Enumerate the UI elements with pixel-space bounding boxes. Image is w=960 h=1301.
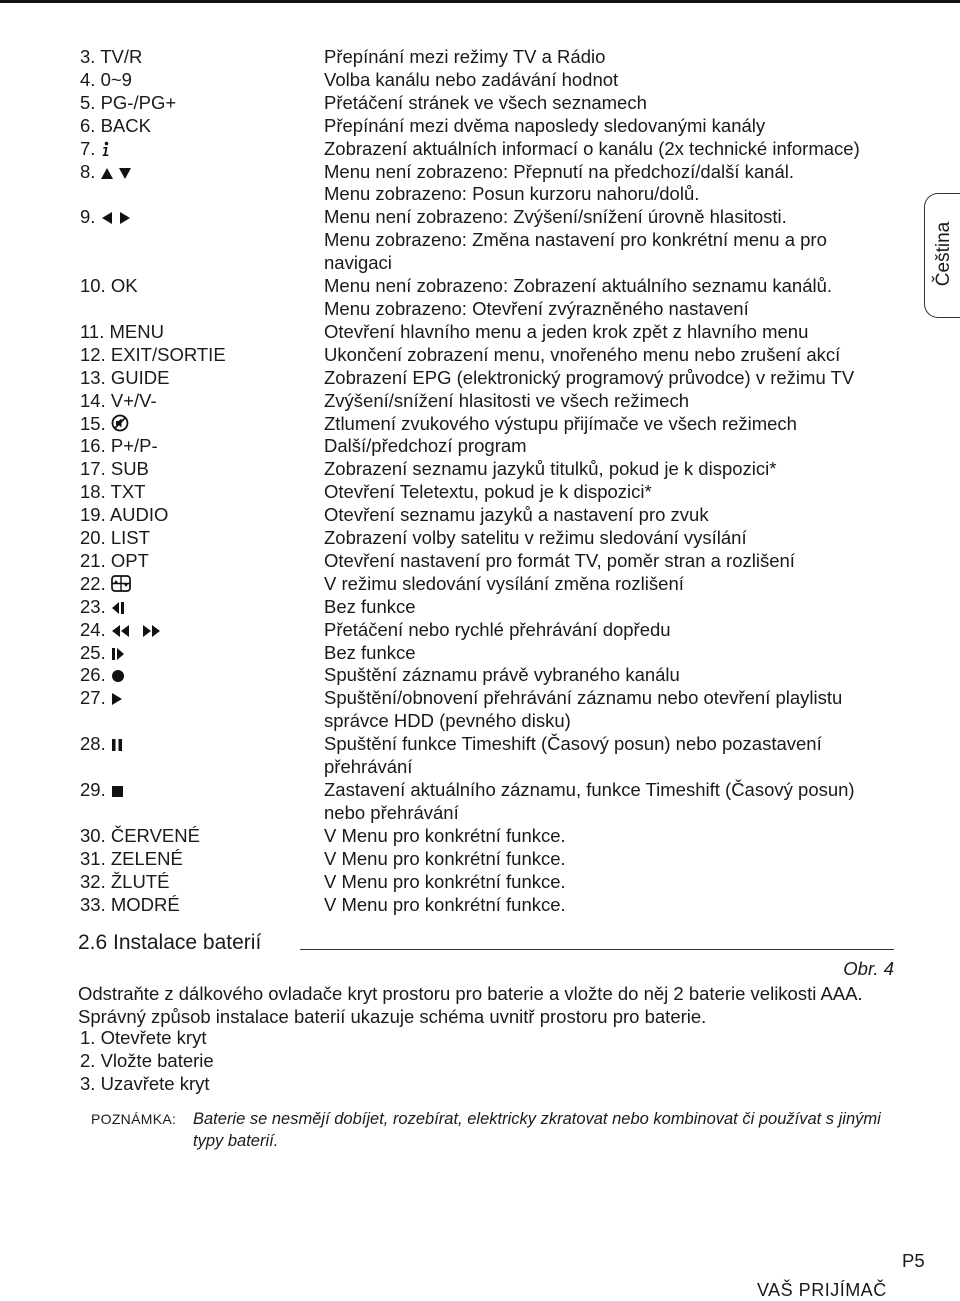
description-line: Bez funkce xyxy=(324,641,416,663)
description-line: Zobrazení EPG (elektronický programový průvodce) v režimu TV xyxy=(324,366,855,388)
description-line: Menu není zobrazeno: Přepnutí na předchozí/další kanál. xyxy=(324,160,794,182)
info-icon xyxy=(101,138,111,159)
row-number: 32. xyxy=(80,870,106,892)
button-key xyxy=(80,138,324,161)
slow-reverse-icon xyxy=(111,596,125,617)
row-number: 22. xyxy=(80,572,106,594)
description-line: Přetáčení stránek ve všech seznamech xyxy=(324,91,647,113)
description-line: Spuštění záznamu právě vybraného kanálu xyxy=(324,664,680,686)
button-key xyxy=(80,92,324,115)
button-row xyxy=(80,92,880,115)
button-label: ŽLUTÉ xyxy=(110,870,170,892)
button-row xyxy=(80,138,880,161)
button-label: OK xyxy=(110,275,138,297)
button-description xyxy=(324,619,880,642)
button-description xyxy=(324,596,880,619)
button-description xyxy=(324,161,880,207)
button-row xyxy=(80,69,880,92)
description-line: Spuštění/obnovení přehrávání záznamu nebo otevření playlistu xyxy=(324,687,843,709)
section-rule xyxy=(300,949,894,950)
button-key xyxy=(80,46,324,69)
row-number: 14. xyxy=(80,389,106,411)
button-key xyxy=(80,206,324,275)
button-row xyxy=(80,894,880,917)
button-key xyxy=(80,321,324,344)
row-number: 6. xyxy=(80,114,96,136)
button-row xyxy=(80,596,880,619)
description-line: Menu zobrazeno: Otevření zvýrazněného nastavení xyxy=(324,297,749,319)
button-key xyxy=(80,825,324,848)
description-line: Přepínání mezi režimy TV a Rádio xyxy=(324,46,606,67)
button-description xyxy=(324,458,880,481)
button-description xyxy=(324,687,880,733)
button-row xyxy=(80,573,880,596)
row-number: 12. xyxy=(80,343,106,365)
button-key xyxy=(80,573,324,596)
button-label: BACK xyxy=(100,114,151,136)
page-number: P5 xyxy=(902,1250,925,1271)
row-number: 5. xyxy=(80,91,96,113)
description-line: Volba kanálu nebo zadávání hodnot xyxy=(324,68,619,90)
button-row xyxy=(80,413,880,436)
button-key xyxy=(80,894,324,917)
step-item: 1. Otevřete kryt xyxy=(80,1027,207,1048)
button-key xyxy=(80,642,324,665)
button-row xyxy=(80,115,880,138)
button-row xyxy=(80,275,880,321)
button-key xyxy=(80,413,324,436)
button-key xyxy=(80,848,324,871)
button-label: EXIT/SORTIE xyxy=(110,343,226,365)
button-label: OPT xyxy=(110,549,149,571)
row-number: 9. xyxy=(80,206,96,228)
description-line: Otevření seznamu jazyků a nastavení pro zvuk xyxy=(324,504,709,526)
button-row xyxy=(80,848,880,871)
button-label: ZELENÉ xyxy=(110,847,183,869)
button-key xyxy=(80,367,324,390)
button-row xyxy=(80,504,880,527)
button-label: PG-/PG+ xyxy=(100,91,177,113)
button-row xyxy=(80,733,880,779)
button-label: V+/V- xyxy=(110,389,157,411)
button-row xyxy=(80,687,880,733)
button-label: MODRÉ xyxy=(110,893,180,915)
button-row xyxy=(80,344,880,367)
row-number: 31. xyxy=(80,847,106,869)
button-description xyxy=(324,344,880,367)
button-description xyxy=(324,664,880,687)
description-line: Zobrazení volby satelitu v režimu sledování vysílání xyxy=(324,527,747,549)
rewind-fast-forward-icon xyxy=(111,619,161,640)
description-line: V Menu pro konkrétní funkce. xyxy=(324,824,566,846)
row-number: 29. xyxy=(80,779,106,800)
step-item: 3. Uzavřete kryt xyxy=(80,1073,210,1094)
row-number: 21. xyxy=(80,549,106,571)
button-description xyxy=(324,435,880,458)
description-line: Další/předchozí program xyxy=(324,435,527,457)
button-description xyxy=(324,504,880,527)
pause-icon xyxy=(111,733,123,754)
step-item: 2. Vložte baterie xyxy=(80,1050,214,1071)
button-key xyxy=(80,390,324,413)
button-row xyxy=(80,642,880,665)
language-tab-label: Čeština xyxy=(933,221,954,287)
button-key xyxy=(80,596,324,619)
row-number: 20. xyxy=(80,527,106,549)
mute-icon xyxy=(111,413,129,434)
row-number: 17. xyxy=(80,458,106,480)
button-description xyxy=(324,733,880,779)
button-key xyxy=(80,779,324,825)
description-line: přehrávání xyxy=(324,756,413,778)
button-key xyxy=(80,344,324,367)
button-row xyxy=(80,619,880,642)
button-key xyxy=(80,687,324,733)
button-row xyxy=(80,825,880,848)
note-text xyxy=(193,1108,913,1152)
row-number: 7. xyxy=(80,137,96,159)
row-number: 30. xyxy=(80,824,106,846)
description-line: Menu zobrazeno: Posun kurzoru nahoru/dolů. xyxy=(324,183,700,205)
description-line: Ukončení zobrazení menu, vnořeného menu nebo zrušení akcí xyxy=(324,343,841,365)
battery-paragraph xyxy=(78,982,918,1028)
row-number: 25. xyxy=(80,641,106,663)
button-label: LIST xyxy=(110,527,150,549)
button-description xyxy=(324,642,880,665)
description-line: Přetáčení nebo rychlé přehrávání dopředu xyxy=(324,618,671,640)
button-description xyxy=(324,92,880,115)
button-description xyxy=(324,550,880,573)
button-label: P+/P- xyxy=(110,435,158,457)
button-description xyxy=(324,894,880,917)
footer-title: VAŠ PRIJÍMAČ xyxy=(757,1280,887,1300)
button-key xyxy=(80,550,324,573)
stop-icon xyxy=(111,779,124,800)
button-key xyxy=(80,664,324,687)
button-key xyxy=(80,619,324,642)
button-key xyxy=(80,527,324,550)
row-number: 18. xyxy=(80,481,106,503)
row-number: 24. xyxy=(80,618,106,640)
row-number: 23. xyxy=(80,595,106,617)
button-key xyxy=(80,504,324,527)
slow-forward-icon xyxy=(111,642,125,663)
button-description xyxy=(324,848,880,871)
record-icon xyxy=(111,664,125,685)
description-line: Zobrazení seznamu jazyků titulků, pokud je k dispozici* xyxy=(324,458,777,480)
note-label: POZNÁMKA: xyxy=(91,1111,177,1127)
description-line: V režimu sledování vysílání změna rozlišení xyxy=(324,572,684,594)
button-label: MENU xyxy=(109,320,164,342)
paragraph-line: Správný způsob instalace baterií ukazuje schéma uvnitř prostoru pro baterie. xyxy=(78,1006,707,1027)
row-number: 16. xyxy=(80,435,106,457)
up-down-arrows-icon xyxy=(101,161,131,182)
button-key xyxy=(80,733,324,779)
description-line: V Menu pro konkrétní funkce. xyxy=(324,870,566,892)
description-line: navigaci xyxy=(324,252,392,274)
button-description xyxy=(324,367,880,390)
button-description xyxy=(324,115,880,138)
button-label: TXT xyxy=(110,481,146,503)
row-number: 3. xyxy=(80,46,96,67)
description-line: Zastavení aktuálního záznamu, funkce Timeshift (Časový posun) xyxy=(324,779,855,800)
button-key xyxy=(80,481,324,504)
button-description xyxy=(324,871,880,894)
row-number: 13. xyxy=(80,366,106,388)
button-row xyxy=(80,550,880,573)
button-description xyxy=(324,206,880,275)
button-description xyxy=(324,573,880,596)
description-line: Otevření hlavního menu a jeden krok zpět z hlavního menu xyxy=(324,320,809,342)
button-description xyxy=(324,69,880,92)
description-line: správce HDD (pevného disku) xyxy=(324,710,571,732)
button-row xyxy=(80,390,880,413)
description-line: Zvýšení/snížení hlasitosti ve všech režimech xyxy=(324,389,690,411)
button-description xyxy=(324,413,880,436)
button-key xyxy=(80,115,324,138)
section-title: 2.6 Instalace baterií xyxy=(78,931,262,954)
button-row xyxy=(80,779,880,825)
button-description xyxy=(324,825,880,848)
description-line: Spuštění funkce Timeshift (Časový posun) nebo pozastavení xyxy=(324,733,822,755)
button-label: ČERVENÉ xyxy=(110,824,200,846)
row-number: 8. xyxy=(80,160,96,182)
paragraph-line: Odstraňte z dálkového ovladače kryt prostoru pro baterie a vložte do něj 2 baterie velikosti AAA. xyxy=(78,983,863,1004)
note-line: typy baterií. xyxy=(193,1132,279,1150)
figure-reference: Obr. 4 xyxy=(843,958,894,979)
button-row xyxy=(80,321,880,344)
button-key xyxy=(80,275,324,321)
description-line: Menu není zobrazeno: Zobrazení aktuálního seznamu kanálů. xyxy=(324,275,833,297)
description-line: Bez funkce xyxy=(324,595,416,617)
row-number: 19. xyxy=(80,504,106,526)
button-description xyxy=(324,390,880,413)
button-row xyxy=(80,458,880,481)
button-label: TV/R xyxy=(100,46,143,67)
row-number: 10. xyxy=(80,275,106,297)
button-description xyxy=(324,138,880,161)
button-label: GUIDE xyxy=(110,366,170,388)
button-label: SUB xyxy=(110,458,149,480)
button-key xyxy=(80,161,324,207)
play-icon xyxy=(111,687,123,708)
row-number: 28. xyxy=(80,733,106,755)
button-description xyxy=(324,527,880,550)
row-number: 4. xyxy=(80,68,96,90)
button-row xyxy=(80,161,880,207)
button-key xyxy=(80,458,324,481)
button-key xyxy=(80,69,324,92)
row-number: 27. xyxy=(80,687,106,709)
button-row xyxy=(80,435,880,458)
resolution-icon xyxy=(111,573,131,594)
left-right-arrows-icon xyxy=(101,206,131,227)
button-label: 0~9 xyxy=(100,68,132,90)
note-line: Baterie se nesmějí dobíjet, rozebírat, elektricky zkratovat nebo kombinovat či používat s jinými xyxy=(193,1110,881,1128)
button-row xyxy=(80,481,880,504)
description-line: Menu není zobrazeno: Zvýšení/snížení úrovně hlasitosti. xyxy=(324,206,787,228)
button-row xyxy=(80,206,880,275)
battery-steps xyxy=(80,1026,214,1095)
button-label: AUDIO xyxy=(109,504,169,526)
button-row xyxy=(80,527,880,550)
button-description xyxy=(324,779,880,825)
remote-button-list xyxy=(80,46,880,916)
button-row xyxy=(80,46,880,69)
description-line: Menu zobrazeno: Změna nastavení pro konkrétní menu a pro xyxy=(324,229,827,251)
row-number: 26. xyxy=(80,664,106,686)
row-number: 11. xyxy=(80,320,105,342)
description-line: Otevření nastavení pro formát TV, poměr stran a rozlišení xyxy=(324,549,795,571)
description-line: Zobrazení aktuálních informací o kanálu (2x technické informace) xyxy=(324,137,860,159)
button-description xyxy=(324,275,880,321)
top-rule xyxy=(0,0,960,3)
description-line: Ztlumení zvukového výstupu přijímače ve všech režimech xyxy=(324,412,797,434)
description-line: nebo přehrávání xyxy=(324,801,459,823)
button-key xyxy=(80,435,324,458)
description-line: V Menu pro konkrétní funkce. xyxy=(324,893,566,915)
description-line: Otevření Teletextu, pokud je k dispozici* xyxy=(324,481,652,503)
description-line: Přepínání mezi dvěma naposledy sledovanými kanály xyxy=(324,114,766,136)
button-row xyxy=(80,871,880,894)
button-description xyxy=(324,321,880,344)
button-row xyxy=(80,367,880,390)
button-row xyxy=(80,664,880,687)
button-key xyxy=(80,871,324,894)
row-number: 15. xyxy=(80,412,106,434)
button-description xyxy=(324,46,880,69)
button-description xyxy=(324,481,880,504)
description-line: V Menu pro konkrétní funkce. xyxy=(324,847,566,869)
row-number: 33. xyxy=(80,893,106,915)
